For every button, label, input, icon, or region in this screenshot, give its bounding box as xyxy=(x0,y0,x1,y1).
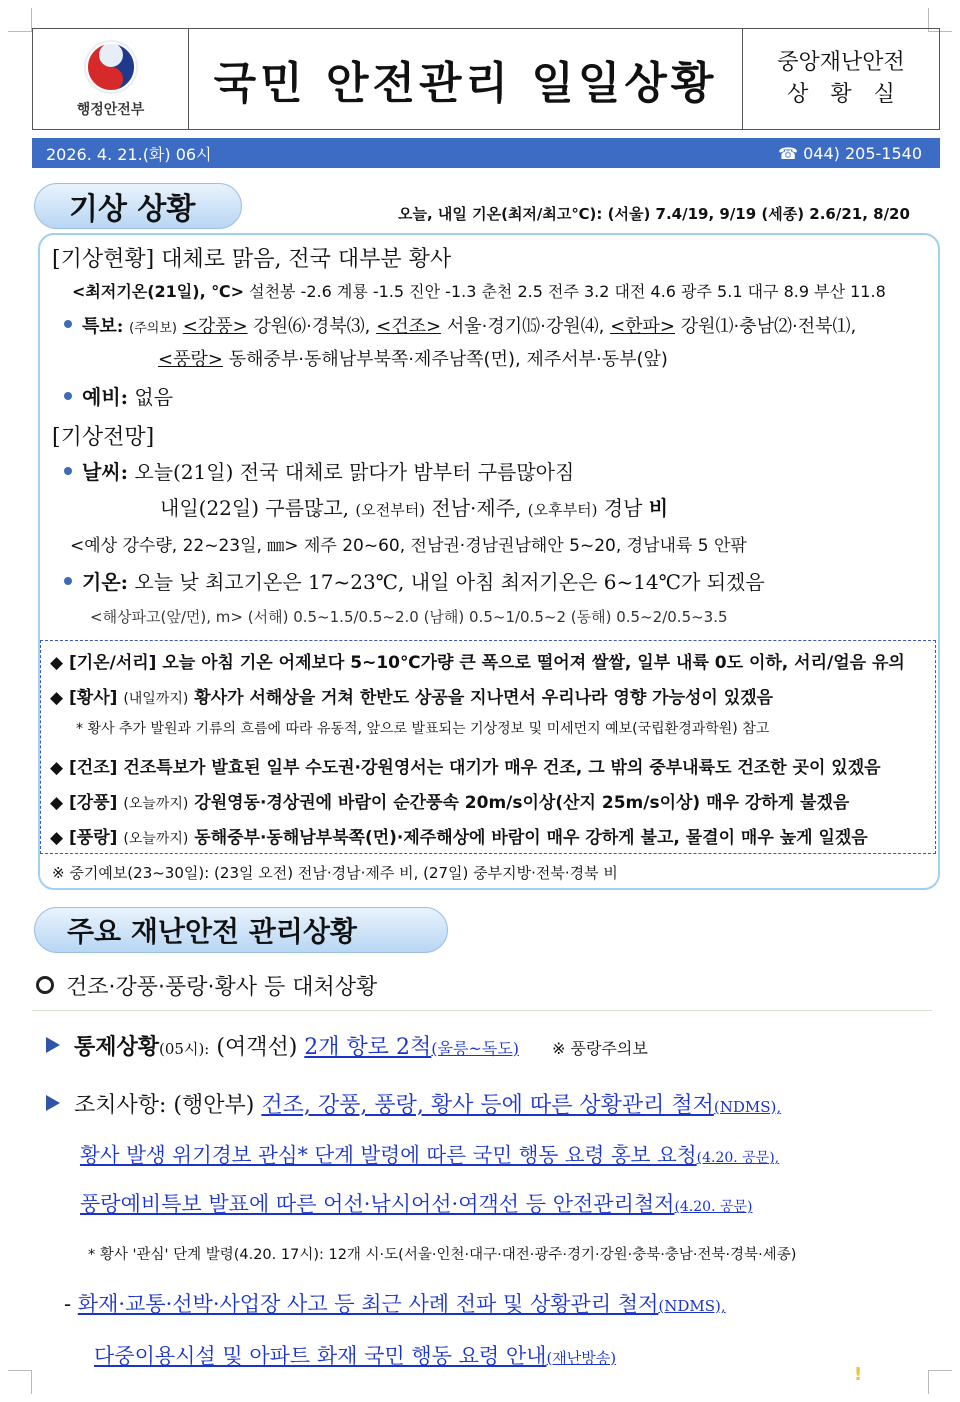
action-tag-3: (4.20. 공문) xyxy=(674,1199,753,1215)
alert-row: ◆ [황사] (내일까지) 황사가 서해상을 거쳐 한반도 상공을 지나면서 우리나라 영향 가능성이 있겠음 xyxy=(50,688,774,708)
disaster-section-title: 주요 재난안전 관리상황 xyxy=(34,907,448,953)
alert-text: 강원영동·경상권에 바람이 순간풍속 20m/s이상(산지 25m/s이상) 매우 강하게 불겠음 xyxy=(194,793,850,813)
control-note: ※ 풍랑주의보 xyxy=(552,1039,648,1058)
action-tag-1: (NDMS), xyxy=(713,1098,782,1116)
bullet-icon xyxy=(64,320,72,328)
alert-tag: [강풍] xyxy=(69,793,118,813)
alert-row: ◆ [강풍] (오늘까지) 강원영동·경상권에 바람이 순간풍속 20m/s이상(산지 25m/s이상) 매우 강하게 불겠음 xyxy=(50,793,850,813)
department-line-2: 상황실 xyxy=(787,82,917,107)
action-text-2: 황사 발생 위기경보 관심* 단계 발령에 따른 국민 행동 요령 홍보 요청 xyxy=(80,1143,697,1167)
preliminary-text: 없음 xyxy=(134,385,174,409)
bullet-icon xyxy=(64,577,72,585)
triangle-bullet-icon xyxy=(46,1095,60,1111)
dash-line-2 xyxy=(94,1340,616,1370)
dash-bullet: - xyxy=(64,1292,78,1316)
current-weather-line xyxy=(52,242,451,273)
midterm-forecast: ※ 중기예보(23~30일): (23일 오전) 전남·경남·제주 비, (27일) 중부지방·전북·경북 비 xyxy=(52,864,618,882)
disaster-subheading xyxy=(36,970,377,1001)
alert-text: 동해중부·동해남부북쪽(먼)·제주해상에 바람이 매우 강하게 불고, 물결이 매우 높게 일겠음 xyxy=(194,828,868,848)
report-header xyxy=(32,28,940,130)
alert-tag: [황사] xyxy=(69,688,118,708)
bullet-icon xyxy=(64,392,72,400)
alert-note: * 황사 추가 발원과 기류의 흐름에 따라 유동적, 앞으로 발표되는 기상정보 및 미세먼지 예보(국립환경과학원) 참고 xyxy=(76,721,770,737)
crop-mark-top-left xyxy=(8,8,32,32)
warning-line-2 xyxy=(158,345,668,371)
temperature-summary: 오늘, 내일 기온(최저/최고℃): (서울) 7.4/19, 9/19 (세종) 2.6/21, 8/20 xyxy=(398,205,910,223)
warning-wind-tag: <강풍> xyxy=(182,316,248,337)
warning-sub: (주의보) xyxy=(129,321,177,336)
department-line-1: 중앙재난안전 xyxy=(777,50,905,75)
wave-height-line: <해상파고(앞/먼), m> (서해) 0.5~1.5/0.5~2.0 (남해) 0.5~1/0.5~2 (동해) 0.5~2/0.5~3.5 xyxy=(90,608,728,626)
min-temp-values: 설천봉 -2.6 계룡 -1.5 진안 -1.3 춘천 2.5 전주 3.2 대전 4.6 광주 5.1 대구 8.9 부산 11.8 xyxy=(249,282,886,301)
alert-text: 오늘 아침 기온 어제보다 5~10℃가량 큰 폭으로 떨어져 쌀쌀, 일부 내륙 0도 이하, 서리/얼음 유의 xyxy=(162,653,905,673)
alert-sub: (오늘까지) xyxy=(123,831,189,847)
dash-tag-1: (NDMS), xyxy=(658,1297,726,1315)
dash-text-2: 다중이용시설 및 아파트 화재 국민 행동 요령 안내 xyxy=(94,1344,547,1368)
warning-wind-regions: 강원⑹·경북⑶, xyxy=(253,316,371,337)
triangle-bullet-icon xyxy=(46,1037,60,1053)
sky-regions-2: 경남 xyxy=(603,496,643,520)
sky-line-2 xyxy=(160,492,668,521)
alert-tag: [풍랑] xyxy=(69,828,118,848)
warning-wave-tag: <풍랑> xyxy=(158,349,223,370)
action-line-1 xyxy=(46,1088,781,1119)
forecast-label: [기상전망] xyxy=(52,425,155,450)
stray-mark: ! xyxy=(854,1364,863,1385)
sky-today: 오늘(21일) 전국 대체로 맑다가 밤부터 구름많아짐 xyxy=(134,460,575,484)
ministry-name: 행정안전부 xyxy=(76,102,145,118)
dash-text-1: 화재·교통·선박·사업장 사고 등 최근 사례 전파 및 상황관리 철저 xyxy=(77,1292,659,1316)
temperature-label: 기온: xyxy=(82,570,129,594)
action-line-3 xyxy=(80,1188,753,1218)
rainfall-label: <예상 강수량, 22~23일, ㎜> xyxy=(70,536,299,556)
warning-dry-tag: <건조> xyxy=(376,316,442,337)
sky-line-1 xyxy=(64,456,574,485)
rainfall-line xyxy=(70,531,747,556)
sky-from-afternoon: (오후부터) xyxy=(527,501,598,519)
alert-text: 건조특보가 발효된 일부 수도권·강원영서는 대기가 매우 건조, 그 밖의 중부내륙도 건조한 곳이 있겠음 xyxy=(123,758,881,778)
action-line-2 xyxy=(80,1138,779,1168)
current-text: 대체로 맑음, 전국 대부분 황사 xyxy=(161,247,452,272)
action-agency: (행안부) xyxy=(173,1093,255,1118)
sky-label: 날씨: xyxy=(82,460,129,484)
divider xyxy=(32,1010,932,1011)
alert-sub: (오늘까지) xyxy=(123,796,189,812)
control-status-line xyxy=(46,1030,648,1061)
control-route: (울릉~독도) xyxy=(431,1039,520,1058)
sky-regions-1: 전남·제주, xyxy=(431,496,522,520)
dash-tag-2: (재난방송) xyxy=(546,1349,617,1367)
report-date: 2026. 4. 21.(화) 06시 xyxy=(46,144,212,164)
action-label: 조치사항: xyxy=(74,1093,167,1118)
current-label: [기상현황] xyxy=(52,247,155,272)
temperature-line xyxy=(64,566,765,595)
report-title: 국민 안전관리 일일상황 xyxy=(189,29,743,129)
rainfall-text: 제주 20~60, 전남권·경남권남해안 5~20, 경남내륙 5 안팎 xyxy=(303,536,747,556)
alert-sub: (내일까지) xyxy=(123,691,189,707)
control-value: 2개 항로 2척 xyxy=(304,1035,432,1060)
warning-cold-regions: 강원⑴·충남⑵·전북⑴, xyxy=(680,316,857,337)
action-tag-2: (4.20. 공문), xyxy=(696,1150,780,1166)
control-type: (여객선) xyxy=(216,1035,298,1060)
alert-tag: [건조] xyxy=(69,758,118,778)
warning-cold-tag: <한파> xyxy=(610,316,676,337)
subheading-text: 건조·강풍·풍랑·황사 등 대처상황 xyxy=(66,975,378,1000)
dash-line-1 xyxy=(64,1288,726,1318)
sky-tomorrow: 내일(22일) 구름많고, xyxy=(160,496,350,520)
preliminary-line xyxy=(64,381,173,410)
date-bar xyxy=(32,138,940,168)
action-text-3: 풍랑예비특보 발표에 따른 어선·낚시어선·여객선 등 안전관리철저 xyxy=(80,1192,675,1216)
crop-mark-bottom-right xyxy=(928,1370,952,1394)
circle-bullet-icon xyxy=(36,976,54,994)
alert-row: ◆ [풍랑] (오늘까지) 동해중부·동해남부북쪽(먼)·제주해상에 바람이 매우 강하게 불고, 물결이 매우 높게 일겠음 xyxy=(50,828,868,848)
warning-label: 특보: xyxy=(82,316,124,337)
alert-row: ◆ [건조] 건조특보가 발효된 일부 수도권·강원영서는 대기가 매우 건조, 그 밖의 중부내륙도 건조한 곳이 있겠음 xyxy=(50,758,881,778)
control-label: 통제상황 xyxy=(74,1034,160,1060)
department-name xyxy=(743,29,939,129)
bullet-icon xyxy=(64,467,72,475)
crop-mark-bottom-left xyxy=(8,1370,32,1394)
preliminary-label: 예비: xyxy=(82,385,129,409)
ministry-logo-cell xyxy=(33,29,189,129)
min-temp-line xyxy=(72,279,886,302)
sky-from-morning: (오전부터) xyxy=(355,501,426,519)
warning-wave-regions: 동해중부·동해남부북쪽·제주남쪽(먼), 제주서부·동부(앞) xyxy=(228,349,668,370)
action-text-1: 건조, 강풍, 풍랑, 황사 등에 따른 상황관리 철저 xyxy=(261,1093,714,1118)
weather-section-title: 기상 상황 xyxy=(34,183,242,229)
alert-tag: [기온/서리] xyxy=(69,653,157,673)
taegeuk-emblem-icon xyxy=(83,39,139,95)
control-time: (05시): xyxy=(159,1040,210,1058)
warning-dry-regions: 서울·경기⒂·강원⑷, xyxy=(446,316,605,337)
alert-row: ◆ [기온/서리] 오늘 아침 기온 어제보다 5~10℃가량 큰 폭으로 떨어져 쌀쌀, 일부 내륙 0도 이하, 서리/얼음 유의 xyxy=(50,653,905,673)
warning-line-1 xyxy=(64,312,856,338)
min-temp-label: <최저기온(21일), ℃> xyxy=(72,282,245,301)
action-note: * 황사 '관심' 단계 발령(4.20. 17시): 12개 시·도(서울·인천·대구·대전·광주·경기·강원·충북·충남·전북·경북·세종) xyxy=(88,1247,797,1263)
phone-number: ☎ 044) 205-1540 xyxy=(778,143,922,163)
alert-text: 황사가 서해상을 거쳐 한반도 상공을 지나면서 우리나라 영향 가능성이 있겠음 xyxy=(194,688,774,708)
temperature-text: 오늘 낮 최고기온은 17~23℃, 내일 아침 최저기온은 6~14℃가 되겠음 xyxy=(134,570,765,594)
sky-rain: 비 xyxy=(648,496,669,520)
